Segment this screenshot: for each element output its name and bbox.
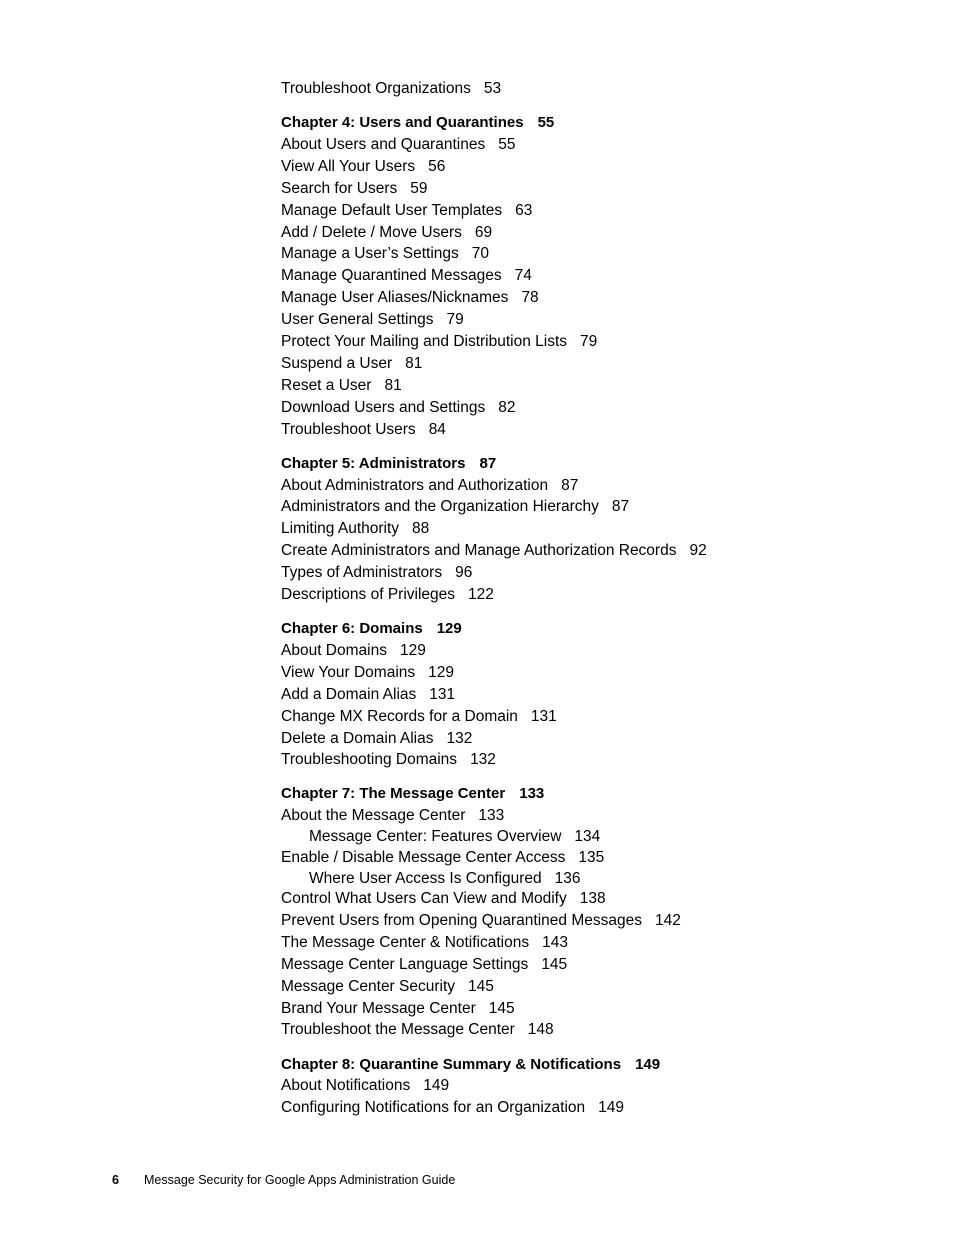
toc-subentry[interactable] (281, 869, 921, 889)
toc-entry[interactable] (281, 1075, 921, 1097)
toc-subentry[interactable] (281, 827, 921, 847)
toc-page-number: 79 (446, 311, 464, 329)
toc-entry-title: Chapter 8: Quarantine Summary & Notifications (281, 1055, 622, 1073)
toc-page-number: 134 (574, 828, 601, 846)
toc-page-number: 129 (436, 620, 462, 638)
toc-entry[interactable] (281, 706, 921, 728)
toc-entry[interactable] (281, 134, 921, 156)
toc-page-number: 84 (428, 420, 446, 438)
toc-entry[interactable] (281, 331, 921, 353)
toc-entry-title: User General Settings (281, 311, 434, 329)
toc-entry[interactable] (281, 662, 921, 684)
toc-entry[interactable] (281, 375, 921, 397)
page-number: 6 (112, 1173, 119, 1187)
toc-page-number: 56 (428, 157, 446, 175)
toc-entry-title: About Users and Quarantines (281, 135, 486, 153)
toc-entry-title: Enable / Disable Message Center Access (281, 848, 566, 866)
toc-chapter-heading[interactable] (281, 1054, 921, 1076)
toc-entry[interactable] (281, 78, 921, 100)
toc-page-number: 148 (527, 1021, 554, 1039)
toc-entry-title: Manage a User’s Settings (281, 245, 459, 263)
toc-page-number: 122 (468, 585, 494, 603)
toc-entry[interactable] (281, 540, 921, 562)
toc-entry-title: Suspend a User (281, 354, 393, 372)
toc-page-number: 79 (580, 332, 598, 350)
toc-page-number: 131 (530, 707, 557, 725)
toc-entry-title: Chapter 6: Domains (281, 620, 423, 638)
toc-entry-title: Chapter 7: The Message Center (281, 785, 506, 803)
toc-page-number: 129 (399, 641, 426, 659)
toc-chapter-heading[interactable] (281, 783, 921, 805)
toc-entry-title: Manage Default User Templates (281, 201, 503, 219)
toc-entry-title: Add a Domain Alias (281, 685, 417, 703)
toc-entry-title: Create Administrators and Manage Authorization Records (281, 542, 677, 560)
toc-entry-title: Troubleshooting Domains (281, 751, 458, 769)
toc-entry[interactable] (281, 684, 921, 706)
toc-entry[interactable] (281, 954, 921, 976)
toc-entry-title: View All Your Users (281, 157, 416, 175)
toc-entry-title: About Domains (281, 641, 387, 659)
toc-entry-title: Download Users and Settings (281, 398, 486, 416)
toc-page-number: 145 (488, 999, 515, 1017)
toc-entry-title: Manage Quarantined Messages (281, 267, 502, 285)
toc-entry[interactable] (281, 728, 921, 750)
toc-entry[interactable] (281, 222, 921, 244)
toc-page-number: 92 (689, 542, 707, 560)
toc-entry[interactable] (281, 287, 921, 309)
toc-entry[interactable] (281, 998, 921, 1020)
toc-page-number: 74 (514, 267, 532, 285)
toc-entry-title: Troubleshoot Organizations (281, 80, 471, 97)
toc-page-number: 69 (474, 223, 493, 241)
toc-entry[interactable] (281, 932, 921, 954)
toc-page-number: 81 (405, 354, 423, 372)
toc-page-number: 131 (429, 685, 456, 703)
toc-chapter-heading[interactable] (281, 618, 921, 640)
toc-page-number: 70 (471, 245, 490, 263)
toc-entry-title: Add / Delete / Move Users (281, 223, 462, 241)
toc-entry[interactable] (281, 1019, 921, 1041)
toc-page-number: 59 (410, 179, 428, 197)
toc-page-number: 135 (578, 848, 605, 866)
toc-entry-title: Delete a Domain Alias (281, 729, 434, 747)
toc-entry-title: Configuring Notifications for an Organization (281, 1099, 586, 1117)
toc-entry[interactable] (281, 562, 921, 584)
toc-page-number: 133 (478, 807, 505, 825)
toc-entry[interactable] (281, 910, 921, 932)
toc-page-number: 133 (519, 785, 545, 803)
toc-entry-title: Search for Users (281, 179, 398, 197)
toc-page-number: 129 (428, 663, 455, 681)
toc-page-number: 145 (541, 955, 568, 973)
toc-entry[interactable] (281, 805, 921, 827)
toc-page-number: 149 (423, 1077, 450, 1095)
toc-page-number: 149 (635, 1055, 661, 1073)
toc-entry-title: Troubleshoot the Message Center (281, 1021, 515, 1039)
toc-page-number: 132 (446, 729, 473, 747)
toc-page-number: 132 (470, 751, 496, 769)
toc-entry[interactable] (281, 353, 921, 375)
toc-entry-title: Chapter 5: Administrators (281, 454, 466, 472)
toc-entry-title: Message Center Security (281, 977, 456, 995)
toc-entry[interactable] (281, 397, 921, 419)
toc-page-number: 96 (455, 564, 473, 582)
toc-page-number: 87 (611, 498, 630, 516)
toc-entry[interactable] (281, 200, 921, 222)
toc-entry-title: About Notifications (281, 1077, 411, 1095)
toc-page-number: 53 (483, 80, 502, 97)
toc-entry-title: Types of Administrators (281, 564, 443, 582)
toc-entry-title: Manage User Aliases/Nicknames (281, 289, 509, 307)
toc-entry[interactable] (281, 640, 921, 662)
toc-entry[interactable] (281, 976, 921, 998)
toc-entry-title: Chapter 4: Users and Quarantines (281, 114, 524, 132)
toc-entry-title: About Administrators and Authorization (281, 476, 549, 494)
toc-entry-title: Message Center: Features Overview (309, 828, 562, 846)
toc-page-number: 138 (579, 890, 606, 908)
table-of-contents (281, 78, 921, 1119)
toc-page-number: 145 (468, 977, 494, 995)
toc-entry[interactable] (281, 178, 921, 200)
toc-page-number: 149 (598, 1099, 625, 1117)
toc-entry[interactable] (281, 265, 921, 287)
toc-page-number: 78 (521, 289, 539, 307)
toc-page-number: 88 (412, 520, 430, 538)
toc-entry-title: Protect Your Mailing and Distribution Lists (281, 332, 568, 350)
toc-entry-title: About the Message Center (281, 807, 466, 825)
toc-entry[interactable] (281, 749, 921, 771)
toc-page-number: 63 (515, 201, 533, 219)
toc-entry[interactable] (281, 496, 921, 518)
toc-page-number: 82 (498, 398, 516, 416)
toc-chapter-heading[interactable] (281, 112, 921, 134)
toc-page-number: 87 (561, 476, 579, 494)
toc-page-number: 136 (554, 869, 581, 887)
toc-entry[interactable] (281, 419, 921, 441)
toc-entry[interactable] (281, 1097, 921, 1119)
toc-entry-title: Prevent Users from Opening Quarantined Messages (281, 912, 642, 930)
toc-entry-title: Brand Your Message Center (281, 999, 476, 1017)
toc-entry[interactable] (281, 475, 921, 497)
page-footer (112, 1173, 455, 1187)
document-title: Message Security for Google Apps Administration Guide (144, 1173, 456, 1187)
toc-page-number: 142 (654, 912, 681, 930)
toc-page-number: 55 (537, 114, 555, 132)
toc-entry-title: Limiting Authority (281, 520, 400, 538)
toc-entry-title: Control What Users Can View and Modify (281, 890, 567, 908)
toc-entry-title: Change MX Records for a Domain (281, 707, 518, 725)
toc-entry[interactable] (281, 518, 921, 540)
toc-entry-title: Message Center Language Settings (281, 955, 529, 973)
toc-page-number: 143 (542, 933, 568, 951)
toc-entry-title: Troubleshoot Users (281, 420, 416, 438)
toc-entry[interactable] (281, 156, 921, 178)
toc-chapter-heading[interactable] (281, 453, 921, 475)
toc-entry[interactable] (281, 888, 921, 910)
toc-entry-title: Administrators and the Organization Hierarchy (281, 498, 599, 516)
toc-entry[interactable] (281, 243, 921, 265)
toc-entry-title: View Your Domains (281, 663, 416, 681)
toc-entry[interactable] (281, 847, 921, 869)
toc-entry[interactable] (281, 309, 921, 331)
toc-page-number: 81 (384, 376, 402, 394)
toc-entry-title: Reset a User (281, 376, 372, 394)
toc-page-number: 87 (479, 454, 497, 472)
toc-entry-title: Descriptions of Privileges (281, 585, 456, 603)
toc-page-number: 55 (498, 135, 516, 153)
toc-entry-title: Where User Access Is Configured (309, 869, 542, 887)
toc-entry-title: The Message Center & Notifications (281, 933, 530, 951)
toc-entry[interactable] (281, 584, 921, 606)
